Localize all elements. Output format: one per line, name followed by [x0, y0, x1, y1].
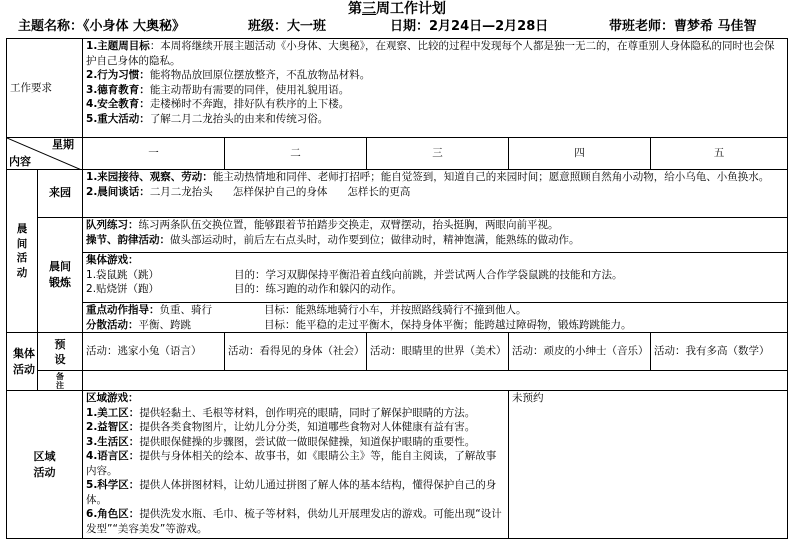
work-item-text: 了解二月二龙抬头的由来和传统习俗。: [149, 112, 329, 125]
day-header-mon: 一: [83, 138, 225, 170]
note-content: [83, 371, 788, 391]
area-item: 5.科学区：提供人体拼图材料，让幼儿通过拼图了解人体的基本结构，懂得保护自己的身体。: [86, 479, 497, 506]
exercise-label: 晨间锻炼: [38, 218, 83, 333]
gym-head: 操节、韵律活动：: [86, 233, 171, 246]
group-activity-tue: 活动：看得见的身体（社会）: [225, 333, 367, 371]
corner-content-label: 内容: [9, 154, 31, 168]
weekly-plan-table: [6, 38, 788, 539]
day-header-fri: 五: [651, 138, 788, 170]
area-activity-label: 区域活动: [7, 391, 83, 539]
arrival-head-1: 1.来园接待、观察、劳动：: [86, 171, 213, 183]
guide-goal: 目标：能熟练地骑行小车，并按照路线骑行不撞到他人。: [264, 304, 527, 316]
group-activity-label: 集体活动: [7, 333, 38, 391]
corner-weekday-label: 星期: [52, 138, 75, 151]
group-text: 平衡、跨跳: [138, 318, 192, 331]
title-suffix: 周工作计划: [376, 1, 446, 17]
work-item-head: 2.行为习惯：: [86, 69, 150, 81]
reservation-cell: 未预约: [509, 391, 788, 539]
work-item: [86, 97, 784, 112]
work-item-head: 1.主题周目标: [86, 40, 150, 52]
area-activity-content: [83, 391, 509, 539]
group-activity-fri: 活动：我有多高（数学）: [651, 333, 788, 371]
class-name: 班级：大一班: [248, 19, 327, 34]
arrival-head-2: 2.晨间谈话：: [86, 185, 150, 198]
date-range: 日期：2月24日—2月28日: [390, 19, 549, 34]
gym-text: 做头部运动时，前后左右点头时，动作要到位；做律动时，精神饱满，能熟练的做动作。: [170, 233, 580, 246]
day-header-wed: 三: [367, 138, 509, 170]
note-label: 备注: [38, 371, 83, 391]
work-requirements-label: 工作要求: [7, 39, 83, 138]
plan-label: 预设: [38, 333, 83, 371]
games-head: 集体游戏：: [86, 254, 139, 266]
work-item-head: 4.安全教育：: [86, 98, 150, 110]
area-item: 6.角色区：提供洗发水瓶、毛巾、梳子等材料，供幼儿开展理发店的游戏。可能出现“设计发型”“美容美发”等游戏。: [86, 508, 502, 535]
work-item-text: 走楼梯时不奔跑，排好队有秩序的上下楼。: [149, 98, 350, 110]
area-item: 2.益智区：提供各类食物图片，让幼儿分分类，知道哪些食物对人体健康有益有害。: [86, 421, 476, 433]
morning-activity-label: 晨间活动: [7, 170, 38, 333]
title-prefix: 第: [348, 1, 362, 17]
guide-head: 重点动作指导：: [86, 304, 160, 316]
work-item-text: ：本周将继续开展主题活动《小身体、大奥秘》，在观察、比较的过程中发现每个人都是独一无二的，在尊重别人身体隐私的同时也会保护自己身体的隐私。: [86, 40, 775, 67]
work-item: [86, 39, 784, 68]
queue-text: 练习两条队伍交换位置，能够跟着节拍踏步交换走，双臂摆动，抬头挺胸，两眼向前平视。: [138, 219, 559, 231]
group-activity-wed: 活动：眼睛里的世界（美术）: [367, 333, 509, 371]
page-title: [0, 0, 794, 18]
exercise-games: [83, 253, 788, 333]
work-item: [86, 68, 784, 83]
game-1: 1.袋鼠跳（跳）: [86, 268, 160, 281]
day-header-tue: 二: [225, 138, 367, 170]
queue-head: 队列练习：: [86, 219, 139, 231]
area-item: 1.美工区：提供轻黏土、毛根等材料，创作明亮的眼睛，同时了解保护眼睛的方法。: [86, 406, 476, 419]
arrival-text-2: 二月二龙抬头 怎样保护自己的身体 怎样长的更高: [149, 185, 411, 198]
work-item-head: 3.德育教育：: [86, 83, 150, 96]
group-activity-thu: 活动：顽皮的小绅士（音乐）: [509, 333, 651, 371]
work-requirements: [83, 39, 788, 138]
arrival-label: 来园: [38, 170, 83, 218]
arrival-text-1: 能主动热情地和同伴、老师打招呼；能自觉签到，知道自己的来园时间；愿意照顾自然角小动物，给小乌龟、小鱼换水。: [212, 171, 770, 183]
work-item: [86, 83, 784, 98]
work-item-head: 5.重大活动：: [86, 112, 150, 125]
work-item: [86, 112, 784, 127]
group-head: 分散活动：: [86, 318, 139, 331]
day-header-thu: 四: [509, 138, 651, 170]
arrival-content: [83, 170, 788, 218]
area-title: 区域游戏：: [86, 392, 139, 404]
guide-text: 负重、骑行: [159, 304, 213, 316]
theme-name: 主题名称：《小身体 大奥秘》: [18, 19, 186, 34]
teachers: 带班老师：曹梦希 马佳智: [609, 19, 757, 34]
area-item: 3.生活区：提供眼保健操的步骤图，尝试做一做眼保健操，知道保护眼睛的重要性。: [86, 435, 476, 448]
game-2-goal: 目的：练习跑的动作和躲闪的动作。: [234, 283, 403, 295]
day-corner-cell: [7, 138, 83, 170]
group-activity-mon: 活动：逃家小兔（语言）: [83, 333, 225, 371]
group-goal: 目标：能平稳的走过平衡木，保持身体平衡；能跨越过障碍物，锻炼跨跳能力。: [264, 318, 632, 331]
work-item-text: 能主动帮助有需要的同伴，使用礼貌用语。: [149, 83, 350, 96]
area-item: 4.语言区：提供与身体相关的绘本、故事书，如《眼睛公主》等，能自主阅读，了解故事内容。: [86, 450, 497, 477]
game-1-goal: 目的：学习双脚保持平衡沿着直线向前跳，并尝试两人合作学袋鼠跳的技能和方法。: [234, 268, 623, 281]
work-item-text: 能将物品放回原位摆放整齐，不乱放物品材料。: [149, 69, 371, 81]
game-2: 2.贴烧饼（跑）: [86, 283, 160, 295]
week-number: 三: [362, 1, 376, 17]
exercise-routine: [83, 218, 788, 253]
